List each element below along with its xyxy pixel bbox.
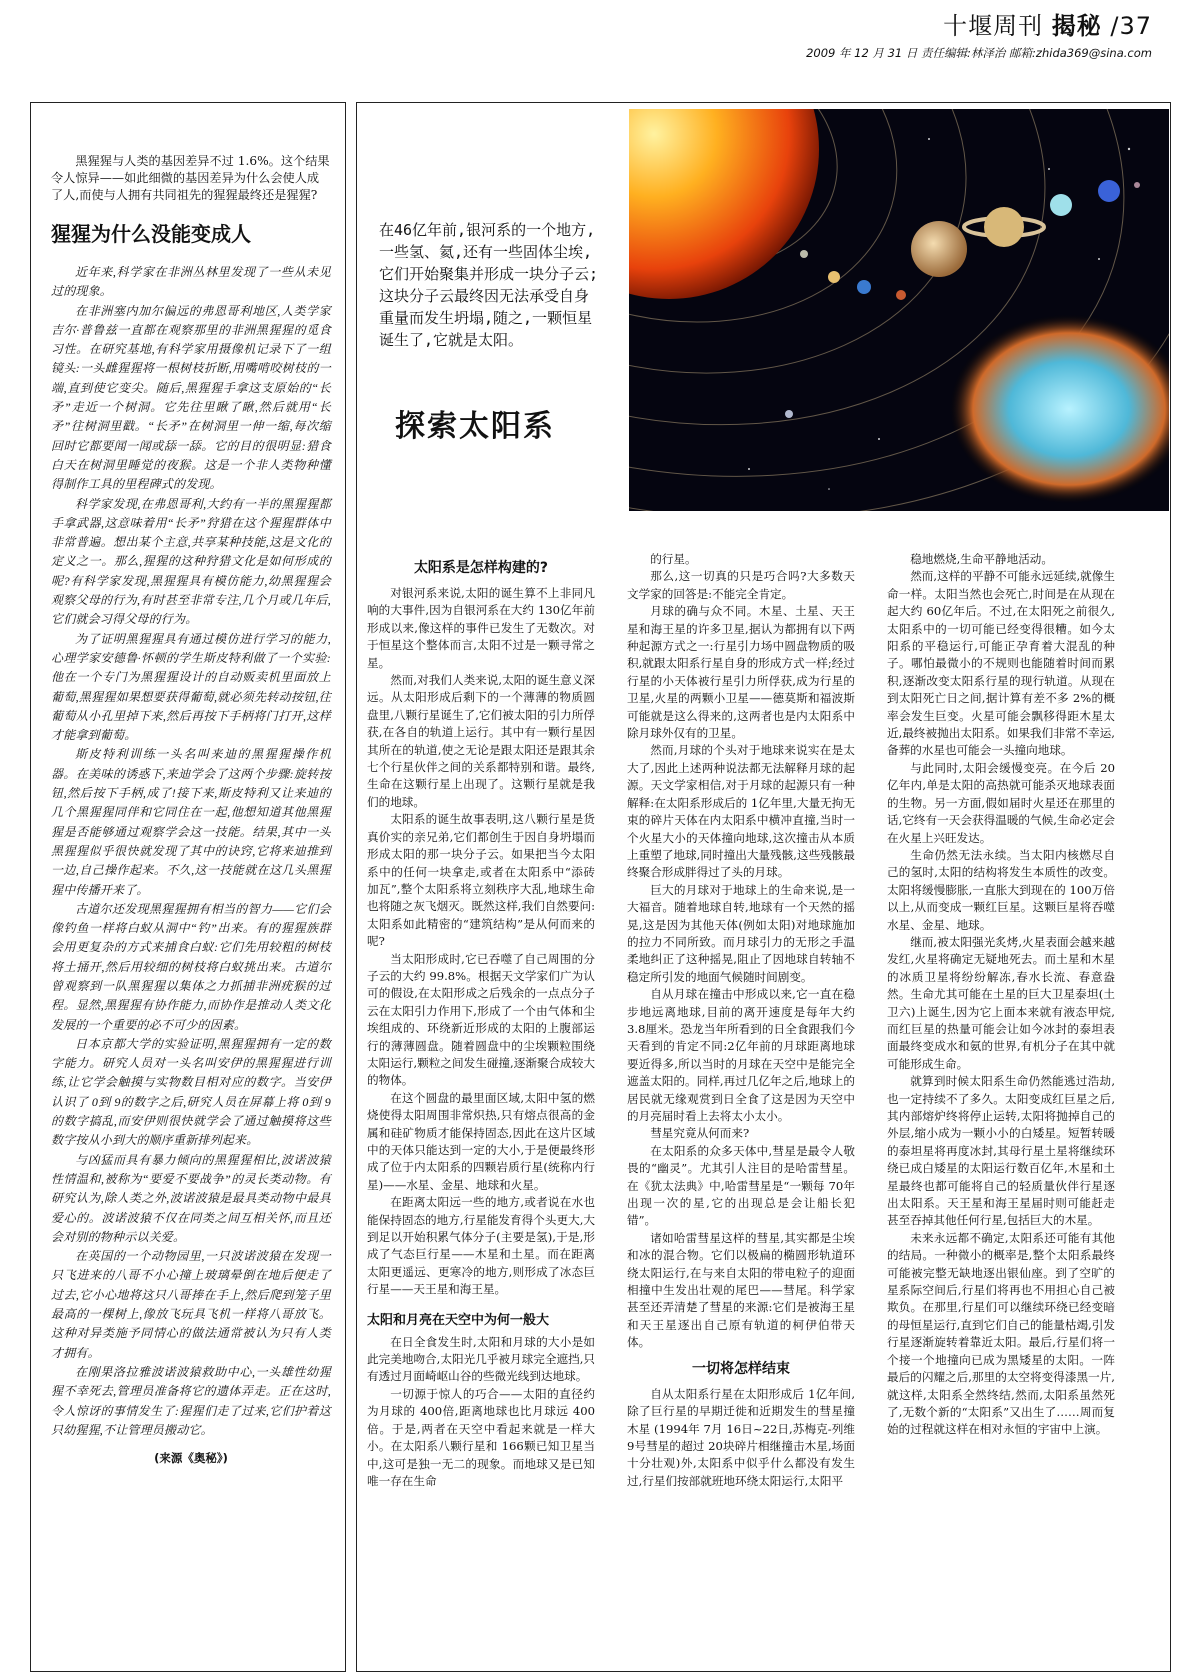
jupiter [911,221,967,277]
left-article [30,102,346,1672]
paragraph: 在太阳系的众多天体中,彗星是最令人敬畏的“幽灵”。尤其引人注目的是哈雷彗星。在《犹太法典》中,哈雷彗星是“一颗每 70年出现一次的星,它的出现总是会让船长犯错”。 [627,1143,855,1228]
paragraph: 当太阳形成时,它已吞噬了自己周围的分子云的大约 99.8%。根据天文学家们广为认可的假设,在太阳形成之后残余的一点点分子云在太阳引力作用下,形成了一个由气体和尘埃组成的、环绕新近形成的太阳的上腹部运行的薄薄圆盘。随着圆盘中的尘埃颗粒围绕太阳运行,颗粒之间发生碰撞,逐渐聚合成较大的物体。 [367,951,595,1088]
paragraph: 的行星。 [650,552,697,566]
issue-info: 2009 年 12 月 31 日 责任编辑:林泽治 邮箱:zhida369@sina.com [806,46,1152,60]
paragraph: 巨大的月球对于地球上的生命来说,是一大福音。随着地球自转,地球有一个天然的摇晃,这是因为其他天体(例如太阳)对地球施加的拉力不同所致。而月球引力的无形之手温柔地纠正了这种摇晃,阻止了因地球自转轴不稳定所引发的地面气候随时间剧变。 [627,882,855,984]
right-article-summary: 在46亿年前,银河系的一个地方,一些氢、氦,还有一些固体尘埃,它们开始聚集并形成一块分子云;这块分子云最终因无法承受自身重量而发生坍塌,随之,一颗恒星诞生了,它就是太阳。 [379,221,599,349]
paragraph: 那么,这一切真的只是巧合吗?大多数天文学家的回答是:不能完全肯定。 [627,569,855,601]
left-article-intro: 黑猩猩与人类的基因差异不过 1.6%。这个结果令人惊异——如此细微的基因差异为什么会使人成了人,而使与人拥有共同祖先的猩猩最终还是猩猩? [51,154,330,202]
paragraph: 太阳系的诞生故事表明,这八颗行星是货真价实的亲兄弟,它们都创生于因自身坍塌而形成太阳的那一块分子云。如果把当今太阳系中的任何一块拿走,或者在太阳系中“添砖加瓦”,整个太阳系将立刻秩序大乱,地球生命也将随之灰飞烟灭。既然这样,我们自然要问:太阳系如此精密的“建筑结构”是从何而来的呢? [367,812,595,949]
solar-system-svg [629,109,1169,511]
paragraph: 与凶猛而具有暴力倾向的黑猩猩相比,波诺波猿性情温和,被称为“要爱不要战争”的灵长类动物。有研究认为,除人类之外,波诺波猿是最具类动物中最具爱心的。波诺波猿不仅在同类之间互相关怀,而且还会对别的物种示以关爱。 [51,1152,331,1244]
solar-system-illustration [629,109,1169,511]
paragraph: 稳地燃烧,生命平静地活动。 [910,552,1053,566]
masthead-title [806,6,1152,41]
left-article-body [51,263,331,1440]
paragraph: 未来永远都不确定,太阳系还可能有其他的结局。一种微小的概率是,整个太阳系最终可能被完整无缺地逐出银仙座。到了空旷的星系际空间后,行星们将再也不用担心自己被欺负。在那里,行星们可以继续环绕已经变暗的母恒星运行,直到它们自己的能量枯竭,引发行星逐渐旋转着靠近太阳。最后,行星们将一个接一个地撞向已成为黑矮星的太阳。一阵最后的闪耀之后,那里的太空将变得漆黑一片,就这样,太阳系全然终结,然而,太阳系虽然死了,无数个新的“太阳系”又出生了……周而复始的过程就这样在相对永恒的宇宙中上演。 [887,1230,1115,1437]
paragraph: 生命仍然无法永续。当太阳内核燃尽自己的氢时,太阳的结构将发生本质性的改变。太阳将缓慢膨胀,一直胀大到现在的 100万倍以上,从而变成一颗红巨星。这颗巨星将吞噬水星、金星、地球。 [887,847,1115,932]
paper-name: 十堰周刊 [943,12,1044,40]
paragraph: 在刚果洛拉雅波诺波猿救助中心,一头雄性幼猩猩不幸死去,管理员准备将它的遗体弄走。正在这时,令人惊讶的事情发生了:猩猩们走了过来,它们护着这只幼猩猩,不让管理员搬动它。 [51,1364,331,1437]
left-article-title: 猩猩为什么没能变成人 [51,222,251,246]
column-2 [627,551,855,1661]
paragraph: 然而,月球的个头对于地球来说实在是太大了,因此上述两种说法都无法解释月球的起源。天文学家相信,对于月球的起源只有一种解释:在太阳系形成后的 1亿年里,大量无拘无束的碎片天体在内太阳系中横冲直撞,当时一个火星大小的天体撞向地球,这次撞击从本质上重塑了地球,同时撞出大量残骸,这些残骸最终聚合形成胖得过了头的月球。 [627,743,855,880]
paragraph: 自从太阳系行星在太阳形成后 1亿年间,除了巨行星的早期迁徙和近期发生的彗星撞木星 (1994年 7月 16日~22日,苏梅克-列维 9号彗星的超过 20块碎片相继撞击木星,场面十分壮观)外,太阳系中似乎什么都没有发生过,行星们按部就班地环绕太阳运行,太阳平 [627,1386,855,1488]
left-article-source: (来源《奥秘》) [154,1451,228,1466]
paragraph: 斯皮特利训练一头名叫来迪的黑猩猩操作机器。在美味的诱惑下,来迪学会了这两个步骤:旋转按钮,然后按下手柄,成了!接下来,斯皮特利又让来迪的几个黑猩猩同伴和它同住在一起,他想知道其他黑猩猩是否能够通过观察学会这一技能。结果,其中一头黑猩猩似乎很快就发现了其中的诀窍,它将来迪推到一边,自己操作起来。不久,这一技能就在这几头黑猩猩中传播开来了。 [51,747,331,897]
paragraph: 在日全食发生时,太阳和月球的大小是如此完美地吻合,太阳光几乎被月球完全遮挡,只有透过月面崎岖山谷的些微光线到达地球。 [367,1334,595,1384]
heading-solar-system-structure: 太阳系是怎样构建的? [413,560,549,576]
paragraph: 古道尔还发现黑猩猩拥有相当的智力——它们会像钓鱼一样将白蚁从洞中“钓”出来。有的猩猩族群会用更复杂的方式来捕食白蚁:它们先用较粗的树枝将土捅开,然后用较细的树枝将白蚁挑出来。古道尔曾观察到一队黑猩猩以集体之力抓捕非洲疣猴的过程。显然,黑猩猩有协作能力,而协作是推动人类文化发展的一个重要的必不可少的因素。 [51,901,331,1032]
paragraph: 然而,这样的平静不可能永远延续,就像生命一样。太阳当然也会死亡,时间是在从现在起大约 60亿年后。不过,在太阳死之前很久,太阳系中的一切可能已经变得很糟。如今太阳系的平稳运行,可能正孕育着大混乱的种子。哪怕最微小的不规则也能随着时间而累积,逐渐改变太阳系行星的现行轨道。从现在到太阳死亡日之间,据计算有差不多 2%的概率会发生巨变。火星可能会飘移得距木星太近,最终被抛出太阳系。如果我们非常不幸运,备葬的水星也可能会一头撞向地球。 [887,569,1115,758]
paragraph: 然而,对我们人类来说,太阳的诞生意义深远。从太阳形成后剩下的一个薄薄的物质圆盘里,八颗行星诞生了,它们被太阳的引力所俘获,在各自的轨道上运行。其中有一颗行星因其所在的轨道,使之无论是跟太阳还是跟其余七个行星伙伴之间的关系都特别和谐。最终,生命在这颗行星上出现了。这颗行星就是我们的地球。 [367,673,595,809]
paragraph: 在距离太阳远一些的地方,或者说在水也能保持固态的地方,行星能发育得个头更大,大到足以开始积累气体分子(主要是氢),于是,形成了气态巨行星——木星和土星。而在距离太阳更遥远、更寒冷的地方,则形成了冰态巨行星——天王星和海王星。 [367,1195,595,1297]
paragraph: 为了证明黑猩猩具有通过模仿进行学习的能力,心理学家安德鲁·怀顿的学生斯皮特利做了一个实验:他在一个专门为黑猩猩设计的自动贩卖机里面放上葡萄,黑猩猩如果想要获得葡萄,就必须先转动按钮,往葡萄从小孔里掉下来,然后再按下手柄将门打开,这样才能拿到葡萄。 [51,631,331,743]
paragraph: 近年来,科学家在非洲丛林里发现了一些从未见过的现象。 [51,265,331,299]
heading-sun-moon-size: 太阳和月亮在天空中为何一般大 [367,1312,550,1328]
right-article-title: 探索太阳系 [395,409,555,444]
paragraph: 彗星究竟从何而来? [650,1126,750,1141]
paragraph: 日本京都大学的实验证明,黑猩猩拥有一定的数字能力。研究人员对一头名叫安伊的黑猩猩进行训练,让它学会触摸与实物数目相对应的数字。当安伊认识了 0到 9的数字之后,研究人员在屏幕上将 0到 9的数字搞乱,而安伊则很快就学会了通过触摸将这些数字按从小到大的顺序重新排列起来。 [51,1036,331,1148]
paragraph: 在英国的一个动物园里,一只波诺波猿在发现一只飞进来的八哥不小心撞上玻璃晕倒在地后便走了过去,它小心地将这只八哥捧在手上,然后爬到笼子里最高的一棵树上,像放飞玩具飞机一样将八哥放飞。这种对异类施予同情心的做法通常被认为只有人类才拥有。 [51,1249,331,1360]
paragraph: 对银河系来说,太阳的诞生算不上非同凡响的大事件,因为自银河系在大约 130亿年前形成以来,像这样的事件已发生了无数次。对于恒星这个整体而言,太阳不过是一颗寻常之星。 [367,586,595,670]
paragraph: 自从月球在撞击中形成以来,它一直在稳步地远离地球,目前的离开速度是每年大约 3.8厘米。恐龙当年所看到的日全食跟我们今天看到的肯定不同:2亿年前的月球距离地球要近得多,所以当时的月球在天空中是能完全遮盖太阳的。同样,再过几亿年之后,地球上的居民就无缘观赏到日全食了这是因为天空中的月亮届时看上去将太小太小。 [627,987,855,1123]
masthead [806,6,1152,61]
section-name: 揭秘 [1051,12,1102,40]
paragraph: 继而,被太阳强光炙烤,火星表面会越来越发红,火星将确定无疑地死去。而土星和木星的冰质卫星将纷纷解冻,春水长流、春意盎然。生命尤其可能在土星的巨大卫星泰坦(土卫六)上诞生,因为它上面本来就有液态甲烷,而红巨星的热量可能会让如今冰封的泰坦表面最终变成水和氨的世界,有机分子在其中就可能形成生命。 [887,934,1115,1071]
right-article [356,102,1171,1672]
paragraph: 与此同时,太阳会缓慢变亮。在今后 20亿年内,单是太阳的高热就可能杀灭地球表面的生物。另一方面,假如届时火星还在那里的话,它终有一天会获得温暖的气候,生命必定会在火星上兴旺发达。 [887,760,1115,845]
column-1 [367,551,595,1661]
paragraph: 在非洲塞内加尔偏远的弗恩哥利地区,人类学家吉尔·普鲁兹一直都在观察那里的非洲黑猩猩的觅食习性。在研究基地,有科学家用摄像机记录下了一组镜头:一头雌猩猩将一根树枝折断,用嘴啃咬树枝的一端,直到使它变尖。随后,黑猩猩手拿这支原始的“长矛”走近一个树洞。它先往里瞅了瞅,然后就用“长矛”往树洞里戳。“长矛”在树洞里一伸一缩,每次缩回时它都要闻一闻或舔一舔。它的目的很明显:猎食白天在树洞里睡觉的夜猴。这是一个非人类物种懂得制作工具的里程碑式的发现。 [51,303,331,492]
paragraph: 在这个圆盘的最里面区域,太阳中氢的燃烧使得太阳周围非常炽热,只有熔点很高的金属和硅矿物质才能保持固态,因此在这片区域中的天体只能达到一定的大小,于是便最终形成了位于内太阳系的四颗岩质行星(统称内行星)——水星、金星、地球和火星。 [367,1090,595,1192]
heading-how-it-ends: 一切将怎样结束 [692,1360,790,1377]
paragraph: 诸如哈雷彗星这样的彗星,其实都是尘埃和冰的混合物。它们以极扁的椭圆形轨道环绕太阳运行,在与来自太阳的带电粒子的迎面相撞中生发出壮观的尾巴——彗尾。科学家甚至还弄清楚了彗星的来源:它们是被海王星和天王星逐出自己原有轨道的柯伊伯带天体。 [627,1230,855,1350]
page-number: /37 [1110,12,1152,40]
column-3 [887,551,1115,1661]
paragraph: 就算到时候太阳系生命仍然能逃过浩劫,也一定持续不了多久。太阳变成红巨星之后,其内部熔炉终将停止运转,太阳将抛掉自己的外层,缩小成为一颗小小的白矮星。短暂转暖的泰坦星将再度冰封,其母行星土星将继续环绕已成白矮星的太阳运行数百亿年,木星和土星最终也都可能将自己的轻质量伙伴行星逐出太阳系。天王星和海王星届时则可能赶走甚至吞掉其他任何行星,包括巨大的木星。 [887,1074,1115,1228]
paragraph: 月球的确与众不同。木星、土星、天王星和海王星的许多卫星,据认为都拥有以下两种起源方式之一:行星引力场中圆盘物质的吸积,就跟太阳系行星自身的形成方式一样;经过行星的小天体被行星引力所俘获,成为行星的卫星,火星的两颗小卫星——德莫斯和福波斯可能就是这么得来的,这两者也是内太阳系中除月球外仅有的卫星。 [627,604,855,741]
paragraph: 一切源于惊人的巧合——太阳的直径约为月球的 400倍,距离地球也比月球远 400倍。于是,两者在天空中看起来就是一样大小。在太阳系八颗行星和 166颗已知卫星当中,这可是独一无二的现象。而地球又是已知唯一存在生命 [367,1386,595,1488]
paragraph: 科学家发现,在弗恩哥利,大约有一半的黑猩猩都手拿武器,这意味着用“长矛”狩猎在这个猩猩群体中非常普遍。想出某个主意,共享某种技能,这是文化的定义之一。那么,猩猩的这种狩猎文化是如何形成的呢?有科学家发现,黑猩猩具有模仿能力,幼黑猩猩会观察父母的行为,有时甚至非常专注,几个月或几年后,它们就会习得父母的行为。 [51,496,331,627]
